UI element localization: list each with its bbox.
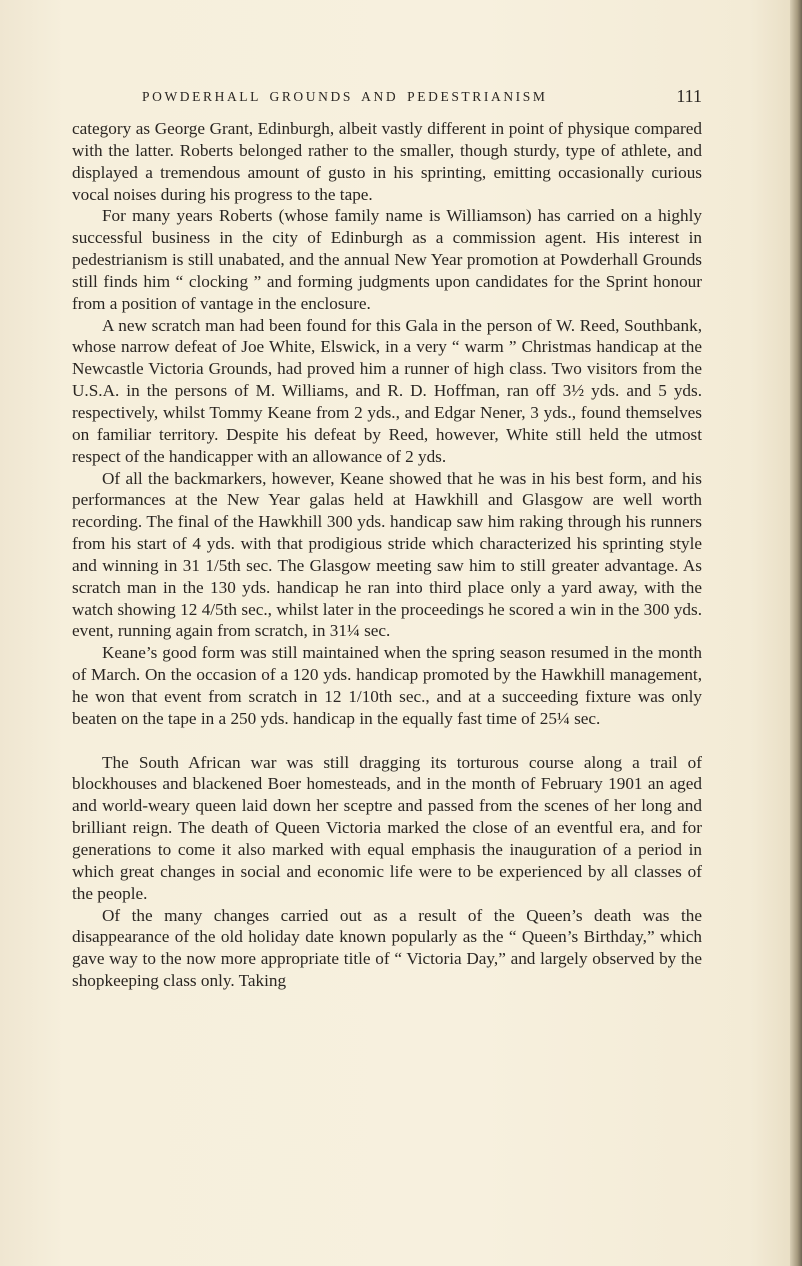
body-text	[72, 118, 702, 992]
running-title: POWDERHALL GROUNDS AND PEDESTRIANISM	[142, 89, 548, 104]
paragraph: Keane’s good form was still maintained when the spring season resumed in the month of March. On the occasion of a 120 yds. handicap promoted by the Hawkhill management, he won that event from scratch in 12 1/10th sec., and at a succeeding fixture was only beaten on the tape in a 250 yds. handicap in the equally fast time of 25¼ sec.	[72, 643, 702, 728]
paragraph: For many years Roberts (whose family name is Williamson) has carried on a highly successful business in the city of Edinburgh as a commission agent. His interest in pedestrianism is still unabated, and the annual New Year promotion at Powderhall Grounds still finds him “ clocking ” and forming judgments upon candidates for the Sprint honour from a position of vantage in the enclosure.	[72, 206, 702, 313]
paragraph: Of all the backmarkers, however, Keane showed that he was in his best form, and his performances at the New Year galas held at Hawkhill and Glasgow are well worth recording. The final of the Hawkhill 300 yds. handicap saw him raking through his runners from his start of 4 yds. with that prodigious stride which characterized his sprinting style and winning in 31 1/5th sec. The Glasgow meeting saw him to still greater advantage. As scratch man in the 130 yds. handicap he ran into third place only a yard away, with the watch showing 12 4/5th sec., whilst later in the proceedings he scored a win in the 300 yds. event, running again from scratch, in 31¼ sec.	[72, 468, 702, 641]
page-header	[142, 86, 704, 110]
paragraph: The South African war was still dragging its torturous course along a trail of blockhouses and blackened Boer homesteads, and in the month of February 1901 an aged and world-weary queen laid down her sceptre and passed from the scenes of her long and brilliant reign. The death of Queen Victoria marked the close of an eventful era, and for generations to come it also marked with equal emphasis the inauguration of a period in which great changes in social and economic life were to be experienced by all classes of the people.	[72, 752, 702, 903]
page-number: 111	[676, 86, 702, 106]
paragraph: A new scratch man had been found for this Gala in the person of W. Reed, Southbank, whose narrow defeat of Joe White, Elswick, in a very “ warm ” Christmas handicap at the Newcastle Victoria Grounds, had proved him a runner of high class. Two visitors from the U.S.A. in the persons of M. Williams, and R. D. Hoffman, ran off 3½ yds. and 5 yds. respectively, whilst Tommy Keane from 2 yds., and Edgar Nener, 3 yds., found themselves on familiar territory. Despite his defeat by Reed, however, White still held the utmost respect of the handicapper with an allowance of 2 yds.	[72, 315, 702, 466]
paragraph: category as George Grant, Edinburgh, albeit vastly different in point of physique compared with the latter. Roberts belonged rather to the smaller, though sturdy, type of athlete, and displayed a tremendous amount of gusto in his sprinting, emitting occasionally curious vocal noises during his progress to the tape.	[72, 119, 702, 204]
book-spine-edge	[790, 0, 802, 1266]
paragraph: Of the many changes carried out as a result of the Queen’s death was the disappearance of the old holiday date known popularly as the “ Queen’s Birthday,” which gave way to the now more appropriate title of “ Victoria Day,” and largely observed by the shopkeeping class only. Taking	[72, 905, 702, 991]
